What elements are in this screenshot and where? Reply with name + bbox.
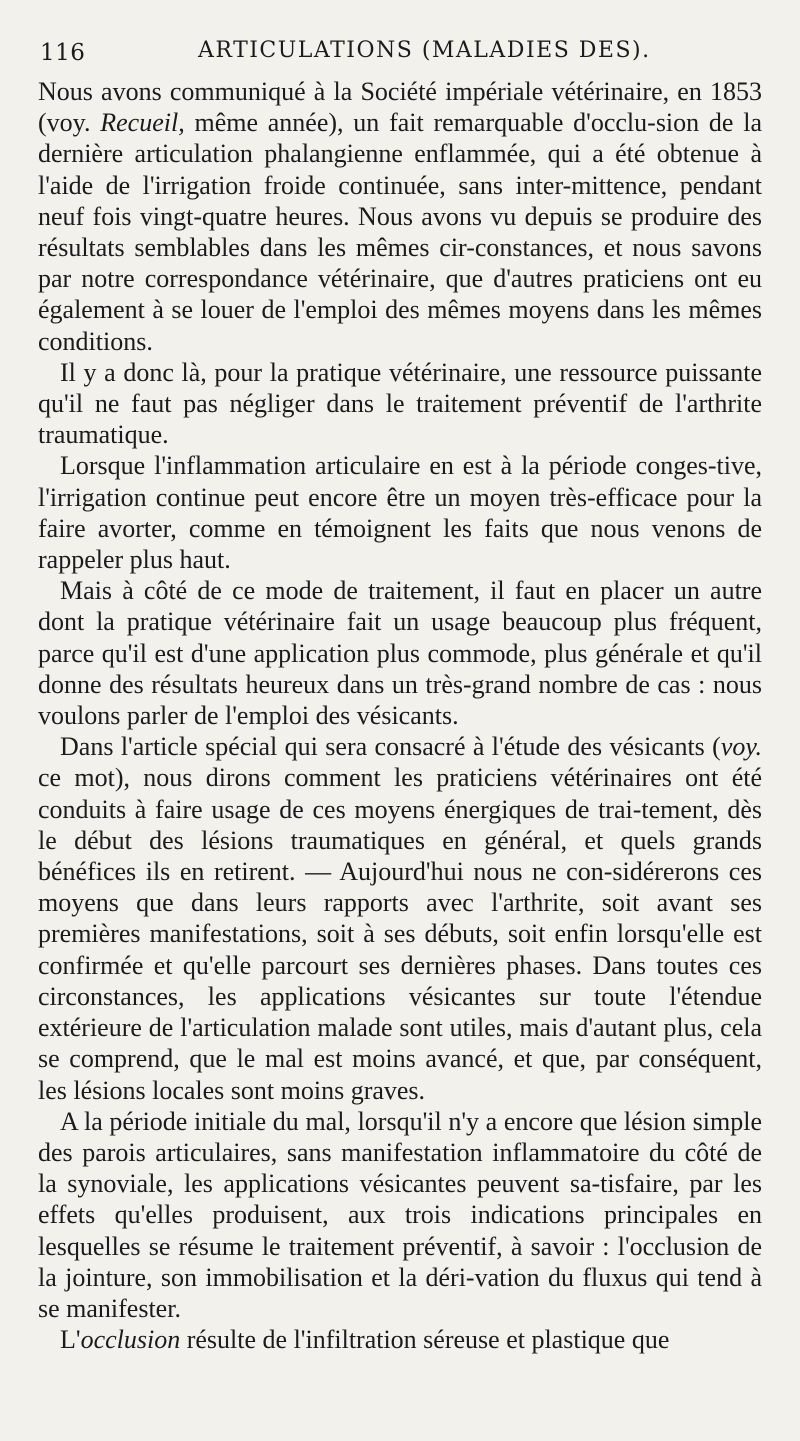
paragraph-4: Mais à côté de ce mode de traitement, il faut en placer un autre dont la pratique vétérinaire fait un usage beaucoup plus fréquent, parce qu'il est d'une application plus commode, plus générale et qu'il donne des résultats heureux dans un très-grand nombre de cas : nous voulons parler de l'emploi des vésicants. bbox=[38, 576, 762, 731]
paragraph-6: A la période initiale du mal, lorsqu'il n'y a encore que lésion simple des parois articulaires, sans manifestation inflammatoire du côté de la synoviale, les applications vésicantes peuvent sa-tisfaire, par les effets qu'elles produisent, aux trois indications principales en lesquelles se résume le traitement préventif, à savoir : l'occlusion de la jointure, son immobilisation et la déri-vation du fluxus qui tend à se manifester. bbox=[38, 1106, 762, 1323]
paragraph-3: Lorsque l'inflammation articulaire en est à la période conges-tive, l'irrigation continue peut encore être un moyen très-efficace pour la faire avorter, comme en témoignent les faits que nous venons de rappeler plus haut. bbox=[38, 451, 762, 575]
page-number: 116 bbox=[40, 40, 86, 66]
paragraph-1 bbox=[38, 76, 762, 357]
text-run: Dans l'article spécial qui sera consacré à l'étude des vésicants ( bbox=[60, 732, 721, 762]
italic-reference: voy. bbox=[720, 732, 762, 762]
paragraph-2: Il y a donc là, pour la pratique vétérinaire, une ressource puissante qu'il ne faut pas négliger dans le traitement préventif de l'arthrite traumatique. bbox=[38, 357, 762, 450]
paragraph-7 bbox=[38, 1324, 762, 1355]
running-head: ARTICULATIONS (MALADIES DES). bbox=[198, 38, 651, 63]
italic-reference: Recueil, bbox=[100, 108, 185, 138]
text-run: Nous avons communiqué à la Société impériale vétérinaire, en 1853 (voy. bbox=[38, 77, 762, 138]
body-text bbox=[38, 76, 762, 1355]
text-run: même année), un fait remarquable d'occlu-sion de la dernière articulation phalangienne enflammée, qui a été obtenue à l'aide de l'irrigation froide continuée, sans inter-mittence, pendant neuf fois vingt-quatre heures. Nous avons vu depuis se produire des résultats semblables dans les mêmes cir-constances, et nous savons par notre correspondance vétérinaire, que d'autres praticiens ont eu également à se louer de l'emploi des mêmes moyens dans les mêmes conditions. bbox=[38, 108, 762, 356]
text-run: résulte de l'infiltration séreuse et plastique que bbox=[180, 1325, 670, 1355]
text-run: L' bbox=[60, 1325, 81, 1355]
text-run: ce mot), nous dirons comment les praticiens vétérinaires ont été conduits à faire usage de ces moyens énergiques de trai-tement, dès le début des lésions traumatiques en général, et quels grands bénéfices ils en retirent. — Aujourd'hui nous ne con-sidérerons ces moyens que dans leurs rapports avec l'arthrite, soit avant ses premières manifestations, soit à ses débuts, soit enfin lorsqu'elle est confirmée et qu'elle parcourt ses dernières phases. Dans toutes ces circonstances, les applications vésicantes sur toute l'étendue extérieure de l'articulation malade sont utiles, mais d'autant plus, cela se comprend, que le mal est moins avancé, et que, par conséquent, les lésions locales sont moins graves. bbox=[38, 763, 762, 1105]
page-header bbox=[38, 28, 762, 76]
italic-term: occlusion bbox=[80, 1325, 181, 1355]
paragraph-5 bbox=[38, 731, 762, 1105]
